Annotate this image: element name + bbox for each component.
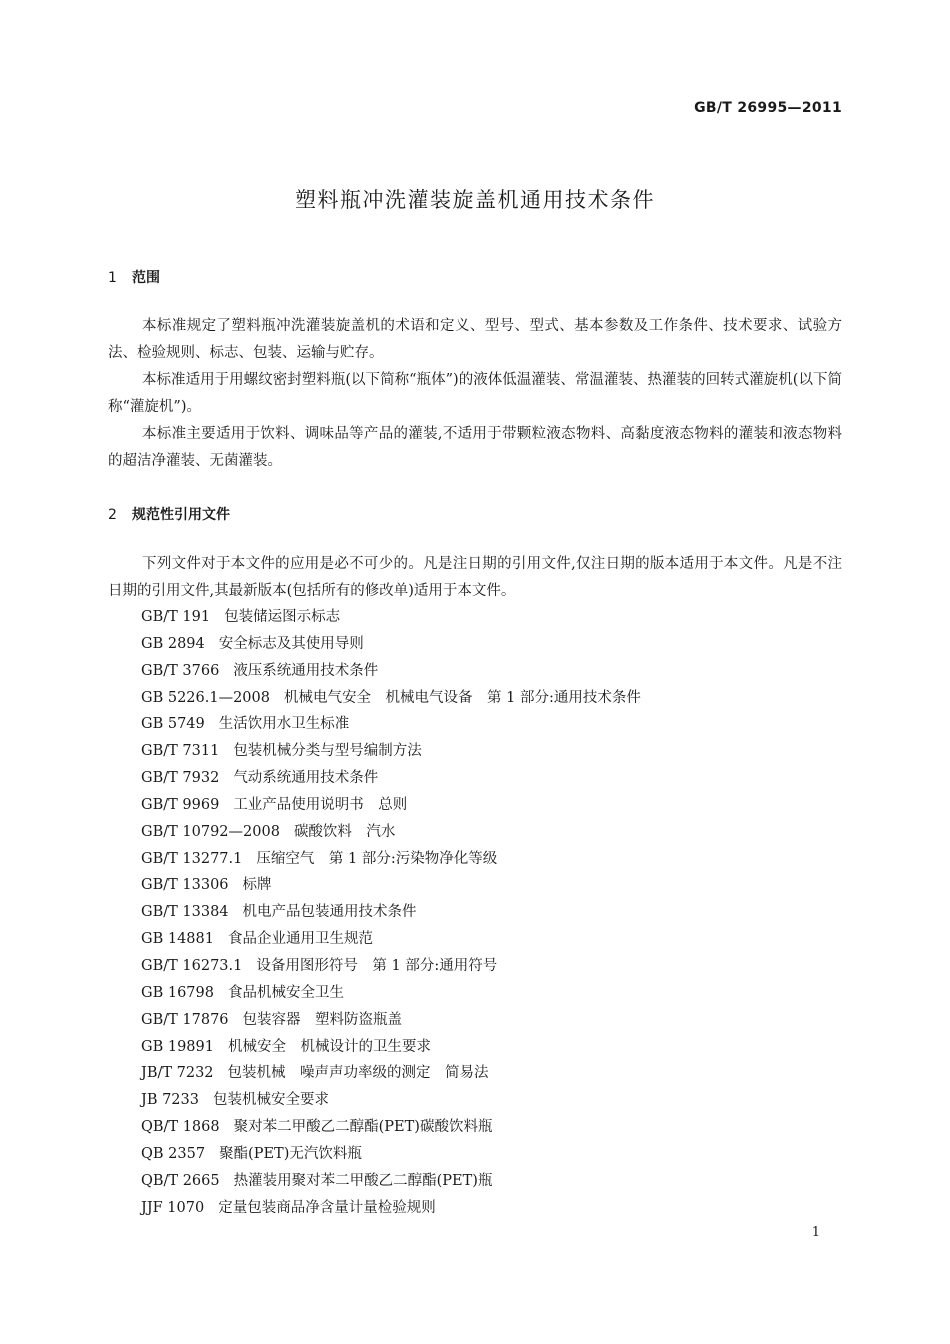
reference-title: 热灌装用聚对苯二甲酸乙二醇酯(PET)瓶 bbox=[233, 1172, 493, 1189]
reference-item bbox=[141, 658, 641, 685]
reference-title: 食品机械安全卫生 bbox=[227, 984, 344, 1001]
section-number: 2 bbox=[108, 507, 117, 523]
reference-code: QB/T 2665 bbox=[141, 1172, 220, 1189]
reference-title: 机械电气安全 机械电气设备 第 1 部分:通用技术条件 bbox=[284, 689, 641, 706]
reference-title: 包装容器 塑料防盗瓶盖 bbox=[242, 1011, 403, 1028]
reference-item bbox=[141, 685, 641, 712]
reference-title: 工业产品使用说明书 总则 bbox=[233, 796, 408, 813]
reference-item bbox=[141, 765, 641, 792]
section-title: 规范性引用文件 bbox=[132, 507, 230, 523]
reference-title: 生活饮用水卫生标准 bbox=[218, 716, 350, 733]
reference-item bbox=[141, 1087, 641, 1114]
reference-title: 标牌 bbox=[242, 877, 272, 894]
paragraph: 本标准规定了塑料瓶冲洗灌装旋盖机的术语和定义、型号、型式、基本参数及工作条件、技术要求、试验方法、检验规则、标志、包装、运输与贮存。 bbox=[108, 318, 842, 361]
reference-code: GB 2894 bbox=[141, 635, 205, 652]
reference-code: GB/T 10792—2008 bbox=[141, 823, 280, 840]
section-number: 1 bbox=[108, 270, 117, 286]
reference-title: 聚酯(PET)无汽饮料瓶 bbox=[219, 1145, 362, 1162]
reference-title: 设备用图形符号 第 1 部分:通用符号 bbox=[256, 957, 498, 974]
reference-item bbox=[141, 631, 641, 658]
reference-code: GB/T 13306 bbox=[141, 877, 229, 894]
reference-code: GB/T 191 bbox=[141, 609, 211, 625]
paragraph: 本标准主要适用于饮料、调味品等产品的灌装,不适用于带颗粒液态物料、高黏度液态物料的灌装和液态物料的超洁净灌装、无菌灌装。 bbox=[108, 426, 842, 469]
reference-code: GB 5749 bbox=[141, 716, 205, 733]
paragraph: 下列文件对于本文件的应用是必不可少的。凡是注日期的引用文件,仅注日期的版本适用于本文件。凡是不注日期的引用文件,其最新版本(包括所有的修改单)适用于本文件。 bbox=[108, 556, 842, 599]
reference-item bbox=[141, 1195, 641, 1222]
reference-title: 定量包装商品净含量计量检验规则 bbox=[218, 1199, 436, 1216]
reference-code: GB/T 7311 bbox=[141, 743, 220, 760]
reference-item bbox=[141, 1141, 641, 1168]
reference-code: GB/T 16273.1 bbox=[141, 957, 243, 974]
paragraph: 本标准适用于用螺纹密封塑料瓶(以下简称“瓶体”)的液体低温灌装、常温灌装、热灌装的回转式灌旋机(以下简称“灌旋机”)。 bbox=[108, 372, 842, 415]
reference-item bbox=[141, 819, 641, 846]
reference-code: QB 2357 bbox=[141, 1145, 206, 1162]
reference-code: GB/T 9969 bbox=[141, 796, 220, 813]
reference-item bbox=[141, 1034, 641, 1061]
reference-title: 机械安全 机械设计的卫生要求 bbox=[227, 1038, 431, 1055]
reference-item bbox=[141, 980, 641, 1007]
reference-code: JB 7233 bbox=[141, 1092, 199, 1109]
reference-list bbox=[141, 604, 641, 1221]
reference-code: GB/T 13277.1 bbox=[141, 850, 243, 867]
reference-title: 液压系统通用技术条件 bbox=[233, 662, 379, 679]
reference-item bbox=[141, 926, 641, 953]
reference-item bbox=[141, 1114, 641, 1141]
section-2-heading bbox=[108, 504, 230, 524]
reference-item bbox=[141, 872, 641, 899]
reference-item bbox=[141, 899, 641, 926]
reference-item bbox=[141, 604, 641, 631]
reference-code: GB 14881 bbox=[141, 931, 214, 948]
page-number: 1 bbox=[811, 1225, 820, 1240]
reference-item bbox=[141, 846, 641, 873]
reference-title: 压缩空气 第 1 部分:污染物净化等级 bbox=[256, 850, 498, 867]
reference-title: 食品企业通用卫生规范 bbox=[227, 931, 373, 948]
reference-item bbox=[141, 792, 641, 819]
reference-code: GB/T 3766 bbox=[141, 662, 220, 679]
reference-item bbox=[141, 738, 641, 765]
reference-code: GB/T 7932 bbox=[141, 770, 220, 787]
section-1-heading bbox=[108, 267, 160, 287]
reference-title: 包装机械分类与型号编制方法 bbox=[233, 743, 422, 760]
reference-code: GB/T 17876 bbox=[141, 1011, 229, 1028]
reference-title: 气动系统通用技术条件 bbox=[233, 770, 379, 787]
reference-code: GB 19891 bbox=[141, 1038, 214, 1055]
reference-title: 安全标志及其使用导则 bbox=[218, 635, 364, 652]
reference-code: JB/T 7232 bbox=[141, 1065, 214, 1082]
reference-title: 包装机械 噪声声功率级的测定 简易法 bbox=[227, 1065, 489, 1082]
reference-title: 聚对苯二甲酸乙二醇酯(PET)碳酸饮料瓶 bbox=[233, 1119, 493, 1136]
reference-title: 包装机械安全要求 bbox=[212, 1092, 329, 1109]
reference-item bbox=[141, 711, 641, 738]
reference-title: 包装储运图示标志 bbox=[224, 609, 341, 625]
reference-code: GB/T 13384 bbox=[141, 904, 229, 921]
standard-code: GB/T 26995—2011 bbox=[694, 100, 842, 116]
document-title: 塑料瓶冲洗灌装旋盖机通用技术条件 bbox=[295, 188, 655, 212]
reference-item bbox=[141, 1168, 641, 1195]
reference-item bbox=[141, 1060, 641, 1087]
reference-code: GB 16798 bbox=[141, 984, 214, 1001]
reference-item bbox=[141, 953, 641, 980]
reference-code: JJF 1070 bbox=[141, 1199, 205, 1216]
reference-code: QB/T 1868 bbox=[141, 1119, 220, 1136]
reference-item bbox=[141, 1007, 641, 1034]
reference-title: 碳酸饮料 汽水 bbox=[293, 823, 396, 840]
reference-code: GB 5226.1—2008 bbox=[141, 689, 270, 706]
section-title: 范围 bbox=[132, 270, 160, 286]
reference-title: 机电产品包装通用技术条件 bbox=[242, 904, 417, 921]
